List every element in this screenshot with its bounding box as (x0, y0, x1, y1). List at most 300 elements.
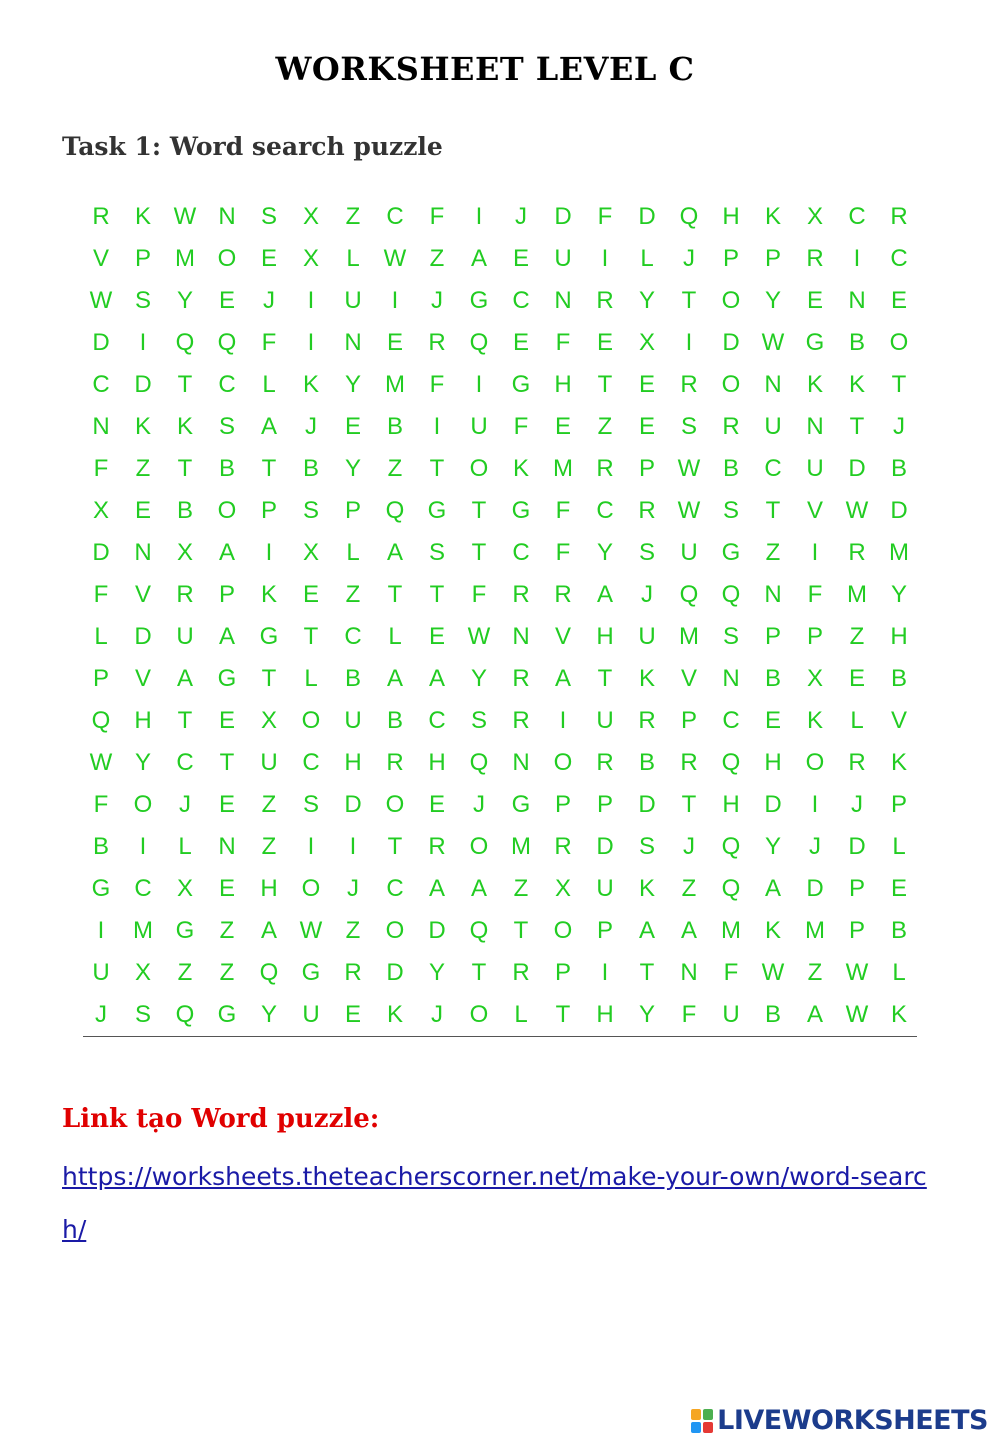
grid-letter[interactable]: C (176, 749, 194, 776)
grid-letter[interactable]: Q (469, 329, 489, 356)
grid-letter[interactable]: K (764, 203, 781, 230)
grid-letter[interactable]: D (428, 917, 446, 944)
grid-letter[interactable]: I (601, 245, 609, 272)
grid-letter[interactable]: A (806, 1001, 823, 1028)
grid-letter[interactable]: A (260, 917, 277, 944)
grid-letter[interactable]: P (344, 497, 361, 524)
grid-letter[interactable]: P (596, 791, 613, 818)
grid-letter[interactable]: K (386, 1001, 403, 1028)
grid-letter[interactable]: Z (219, 917, 235, 944)
grid-letter[interactable]: D (848, 455, 866, 482)
grid-letter[interactable]: Q (721, 833, 741, 860)
grid-letter[interactable]: M (847, 581, 867, 608)
grid-letter[interactable]: G (511, 371, 531, 398)
grid-letter[interactable]: X (302, 245, 319, 272)
grid-letter[interactable]: H (722, 203, 740, 230)
grid-letter[interactable]: F (429, 371, 445, 398)
grid-letter[interactable]: A (218, 623, 235, 650)
grid-letter[interactable]: N (92, 413, 110, 440)
grid-letter[interactable]: N (848, 287, 866, 314)
grid-letter[interactable]: Y (764, 833, 781, 860)
grid-letter[interactable]: S (218, 413, 235, 440)
grid-letter[interactable]: R (596, 287, 614, 314)
grid-letter[interactable]: Q (217, 329, 237, 356)
grid-letter[interactable]: J (431, 1001, 443, 1028)
grid-letter[interactable]: H (554, 371, 572, 398)
grid-letter[interactable]: S (680, 413, 697, 440)
grid-letter[interactable]: M (679, 623, 699, 650)
grid-letter[interactable]: R (344, 959, 362, 986)
grid-letter[interactable]: A (470, 245, 487, 272)
grid-letter[interactable]: H (722, 791, 740, 818)
grid-letter[interactable]: F (471, 581, 487, 608)
grid-letter[interactable]: E (512, 245, 529, 272)
grid-letter[interactable]: V (134, 665, 151, 692)
grid-letter[interactable]: H (890, 623, 908, 650)
grid-letter[interactable]: Y (260, 1001, 277, 1028)
grid-letter[interactable]: H (596, 623, 614, 650)
grid-letter[interactable]: B (176, 497, 193, 524)
grid-letter[interactable]: Q (679, 203, 699, 230)
grid-letter[interactable]: Q (385, 497, 405, 524)
grid-letter[interactable]: T (177, 455, 193, 482)
grid-letter[interactable]: B (638, 749, 655, 776)
grid-letter[interactable]: F (555, 329, 571, 356)
grid-letter[interactable]: Z (765, 539, 781, 566)
grid-letter[interactable]: G (721, 539, 741, 566)
grid-letter[interactable]: Y (638, 1001, 655, 1028)
grid-letter[interactable]: E (638, 413, 655, 440)
grid-letter[interactable]: W (845, 497, 869, 524)
grid-letter[interactable]: B (890, 917, 907, 944)
grid-letter[interactable]: P (806, 623, 823, 650)
grid-letter[interactable]: M (889, 539, 909, 566)
grid-letter[interactable]: G (259, 623, 279, 650)
grid-letter[interactable]: A (764, 875, 781, 902)
grid-letter[interactable]: S (260, 203, 277, 230)
grid-letter[interactable]: E (848, 665, 865, 692)
grid-letter[interactable]: R (512, 665, 530, 692)
grid-letter[interactable]: W (677, 497, 701, 524)
grid-letter[interactable]: T (219, 749, 235, 776)
grid-letter[interactable]: V (806, 497, 823, 524)
grid-letter[interactable]: U (764, 413, 782, 440)
grid-letter[interactable]: T (681, 287, 697, 314)
grid-letter[interactable]: T (261, 665, 277, 692)
grid-letter[interactable]: I (475, 371, 483, 398)
grid-letter[interactable]: E (638, 371, 655, 398)
grid-letter[interactable]: O (385, 791, 405, 818)
grid-letter[interactable]: L (346, 245, 360, 272)
grid-letter[interactable]: L (892, 959, 906, 986)
grid-letter[interactable]: A (680, 917, 697, 944)
grid-letter[interactable]: J (809, 833, 821, 860)
grid-letter[interactable]: P (890, 791, 907, 818)
grid-letter[interactable]: P (92, 665, 109, 692)
grid-letter[interactable]: Z (219, 959, 235, 986)
grid-letter[interactable]: Z (177, 959, 193, 986)
grid-letter[interactable]: L (640, 245, 654, 272)
grid-letter[interactable]: X (302, 203, 319, 230)
grid-letter[interactable]: C (386, 203, 404, 230)
grid-letter[interactable]: U (302, 1001, 320, 1028)
grid-letter[interactable]: E (302, 581, 319, 608)
grid-letter[interactable]: O (469, 833, 489, 860)
grid-letter[interactable]: Z (345, 581, 361, 608)
grid-letter[interactable]: Y (596, 539, 613, 566)
grid-letter[interactable]: W (383, 245, 407, 272)
grid-letter[interactable]: S (302, 791, 319, 818)
grid-letter[interactable]: D (890, 497, 908, 524)
grid-letter[interactable]: X (806, 665, 823, 692)
grid-letter[interactable]: L (514, 1001, 528, 1028)
grid-letter[interactable]: X (176, 539, 193, 566)
grid-letter[interactable]: I (685, 329, 693, 356)
grid-letter[interactable]: G (511, 497, 531, 524)
grid-letter[interactable]: C (302, 749, 320, 776)
grid-letter[interactable]: X (176, 875, 193, 902)
grid-letter[interactable]: W (467, 623, 491, 650)
grid-letter[interactable]: D (638, 203, 656, 230)
grid-letter[interactable]: O (469, 455, 489, 482)
grid-letter[interactable]: F (555, 539, 571, 566)
grid-letter[interactable]: Q (721, 749, 741, 776)
grid-letter[interactable]: R (638, 707, 656, 734)
grid-letter[interactable]: T (513, 917, 529, 944)
grid-letter[interactable]: J (641, 581, 653, 608)
grid-letter[interactable]: Q (175, 329, 195, 356)
grid-letter[interactable]: W (89, 749, 113, 776)
grid-letter[interactable]: Z (345, 203, 361, 230)
grid-letter[interactable]: R (848, 749, 866, 776)
grid-letter[interactable]: D (722, 329, 740, 356)
grid-letter[interactable]: U (260, 749, 278, 776)
grid-letter[interactable]: I (349, 833, 357, 860)
grid-letter[interactable]: E (218, 707, 235, 734)
grid-letter[interactable]: N (512, 749, 530, 776)
grid-letter[interactable]: D (848, 833, 866, 860)
grid-letter[interactable]: P (680, 707, 697, 734)
grid-letter[interactable]: I (559, 707, 567, 734)
grid-letter[interactable]: E (134, 497, 151, 524)
grid-letter[interactable]: S (470, 707, 487, 734)
grid-letter[interactable]: D (596, 833, 614, 860)
grid-letter[interactable]: R (596, 749, 614, 776)
grid-letter[interactable]: D (134, 623, 152, 650)
grid-letter[interactable]: K (638, 665, 655, 692)
grid-letter[interactable]: U (92, 959, 110, 986)
grid-letter[interactable]: D (806, 875, 824, 902)
grid-letter[interactable]: P (638, 455, 655, 482)
grid-letter[interactable]: U (596, 707, 614, 734)
grid-letter[interactable]: W (89, 287, 113, 314)
grid-letter[interactable]: K (134, 203, 151, 230)
grid-letter[interactable]: F (513, 413, 529, 440)
grid-letter[interactable]: E (890, 875, 907, 902)
grid-letter[interactable]: A (386, 539, 403, 566)
grid-letter[interactable]: Y (344, 371, 361, 398)
grid-letter[interactable]: Z (345, 917, 361, 944)
grid-letter[interactable]: E (512, 329, 529, 356)
grid-letter[interactable]: T (429, 581, 445, 608)
grid-letter[interactable]: X (92, 497, 109, 524)
grid-letter[interactable]: J (473, 791, 485, 818)
grid-letter[interactable]: G (217, 1001, 237, 1028)
grid-letter[interactable]: E (890, 287, 907, 314)
grid-letter[interactable]: L (850, 707, 864, 734)
grid-letter[interactable]: I (811, 539, 819, 566)
grid-letter[interactable]: K (806, 371, 823, 398)
grid-letter[interactable]: K (764, 917, 781, 944)
grid-letter[interactable]: L (262, 371, 276, 398)
grid-letter[interactable]: B (722, 455, 739, 482)
grid-letter[interactable]: E (218, 875, 235, 902)
grid-letter[interactable]: T (387, 833, 403, 860)
grid-letter[interactable]: B (764, 1001, 781, 1028)
grid-letter[interactable]: T (639, 959, 655, 986)
grid-letter[interactable]: U (722, 1001, 740, 1028)
grid-letter[interactable]: F (261, 329, 277, 356)
grid-letter[interactable]: S (722, 623, 739, 650)
grid-letter[interactable]: K (890, 1001, 907, 1028)
grid-letter[interactable]: I (811, 791, 819, 818)
grid-letter[interactable]: I (97, 917, 105, 944)
grid-letter[interactable]: P (848, 917, 865, 944)
grid-letter[interactable]: T (765, 497, 781, 524)
grid-letter[interactable]: T (177, 371, 193, 398)
grid-letter[interactable]: W (845, 1001, 869, 1028)
grid-letter[interactable]: R (890, 203, 908, 230)
grid-letter[interactable]: E (596, 329, 613, 356)
grid-letter[interactable]: C (848, 203, 866, 230)
grid-letter[interactable]: J (305, 413, 317, 440)
grid-letter[interactable]: A (596, 581, 613, 608)
grid-letter[interactable]: P (134, 245, 151, 272)
grid-letter[interactable]: C (344, 623, 362, 650)
grid-letter[interactable]: B (218, 455, 235, 482)
grid-letter[interactable]: R (428, 833, 446, 860)
grid-letter[interactable]: M (175, 245, 195, 272)
grid-letter[interactable]: K (890, 749, 907, 776)
grid-letter[interactable]: A (260, 413, 277, 440)
grid-letter[interactable]: R (596, 455, 614, 482)
brand-footer[interactable] (691, 1405, 988, 1436)
grid-letter[interactable]: Q (721, 581, 741, 608)
grid-letter[interactable]: K (260, 581, 277, 608)
grid-letter[interactable]: K (134, 413, 151, 440)
grid-letter[interactable]: E (806, 287, 823, 314)
grid-letter[interactable]: G (511, 791, 531, 818)
grid-letter[interactable]: G (469, 287, 489, 314)
grid-letter[interactable]: X (260, 707, 277, 734)
grid-letter[interactable]: D (92, 329, 110, 356)
grid-letter[interactable]: S (638, 539, 655, 566)
grid-letter[interactable]: P (596, 917, 613, 944)
grid-letter[interactable]: A (428, 875, 445, 902)
grid-letter[interactable]: X (638, 329, 655, 356)
grid-letter[interactable]: B (890, 455, 907, 482)
grid-letter[interactable]: G (427, 497, 447, 524)
grid-letter[interactable]: C (512, 539, 530, 566)
grid-letter[interactable]: C (764, 455, 782, 482)
grid-letter[interactable]: R (512, 581, 530, 608)
grid-letter[interactable]: Q (469, 749, 489, 776)
grid-letter[interactable]: O (301, 707, 321, 734)
grid-letter[interactable]: I (433, 413, 441, 440)
grid-letter[interactable]: Y (344, 455, 361, 482)
grid-letter[interactable]: I (265, 539, 273, 566)
grid-letter[interactable]: T (177, 707, 193, 734)
grid-letter[interactable]: Y (176, 287, 193, 314)
grid-letter[interactable]: T (891, 371, 907, 398)
grid-letter[interactable]: Z (597, 413, 613, 440)
grid-letter[interactable]: J (893, 413, 905, 440)
grid-letter[interactable]: G (91, 875, 111, 902)
grid-letter[interactable]: K (302, 371, 319, 398)
grid-letter[interactable]: P (764, 245, 781, 272)
grid-letter[interactable]: E (218, 791, 235, 818)
grid-letter[interactable]: S (302, 497, 319, 524)
grid-letter[interactable]: E (554, 413, 571, 440)
grid-letter[interactable]: K (638, 875, 655, 902)
grid-letter[interactable]: A (386, 665, 403, 692)
grid-letter[interactable]: N (764, 371, 782, 398)
grid-letter[interactable]: N (512, 623, 530, 650)
grid-letter[interactable]: M (721, 917, 741, 944)
grid-letter[interactable]: L (892, 833, 906, 860)
grid-letter[interactable]: X (806, 203, 823, 230)
grid-letter[interactable]: Q (679, 581, 699, 608)
grid-letter[interactable]: Y (764, 287, 781, 314)
grid-letter[interactable]: J (95, 1001, 107, 1028)
grid-letter[interactable]: T (261, 455, 277, 482)
grid-letter[interactable]: P (554, 959, 571, 986)
grid-letter[interactable]: R (680, 749, 698, 776)
grid-letter[interactable]: Z (261, 791, 277, 818)
grid-letter[interactable]: H (260, 875, 278, 902)
grid-letter[interactable]: A (554, 665, 571, 692)
grid-letter[interactable]: B (890, 665, 907, 692)
grid-letter[interactable]: Y (470, 665, 487, 692)
grid-letter[interactable]: R (806, 245, 824, 272)
grid-letter[interactable]: E (386, 329, 403, 356)
grid-letter[interactable]: L (388, 623, 402, 650)
grid-letter[interactable]: T (597, 371, 613, 398)
grid-letter[interactable]: Q (91, 707, 111, 734)
grid-letter[interactable]: T (471, 539, 487, 566)
puzzle-maker-link[interactable]: https://worksheets.theteacherscorner.net/make-your-own/word-search/ (62, 1162, 927, 1244)
grid-letter[interactable]: E (764, 707, 781, 734)
grid-letter[interactable]: T (387, 581, 403, 608)
grid-letter[interactable]: W (845, 959, 869, 986)
grid-letter[interactable]: E (344, 1001, 361, 1028)
grid-letter[interactable]: H (134, 707, 152, 734)
grid-letter[interactable]: J (347, 875, 359, 902)
grid-letter[interactable]: O (301, 875, 321, 902)
grid-letter[interactable]: Z (261, 833, 277, 860)
grid-letter[interactable]: D (554, 203, 572, 230)
grid-letter[interactable]: J (431, 287, 443, 314)
grid-letter[interactable]: N (218, 203, 236, 230)
grid-letter[interactable]: G (301, 959, 321, 986)
grid-letter[interactable]: Q (721, 875, 741, 902)
grid-letter[interactable]: D (134, 371, 152, 398)
grid-letter[interactable]: B (848, 329, 865, 356)
grid-letter[interactable]: E (344, 413, 361, 440)
grid-letter[interactable]: O (721, 371, 741, 398)
grid-letter[interactable]: T (597, 665, 613, 692)
grid-letter[interactable]: B (386, 413, 403, 440)
grid-letter[interactable]: F (93, 581, 109, 608)
grid-letter[interactable]: N (764, 581, 782, 608)
grid-letter[interactable]: O (217, 497, 237, 524)
grid-letter[interactable]: K (176, 413, 193, 440)
grid-letter[interactable]: G (805, 329, 825, 356)
grid-letter[interactable]: E (260, 245, 277, 272)
grid-letter[interactable]: R (176, 581, 194, 608)
grid-letter[interactable]: U (680, 539, 698, 566)
grid-letter[interactable]: Z (429, 245, 445, 272)
grid-letter[interactable]: R (512, 959, 530, 986)
grid-letter[interactable]: I (307, 833, 315, 860)
grid-letter[interactable]: B (92, 833, 109, 860)
grid-letter[interactable]: M (553, 455, 573, 482)
grid-letter[interactable]: F (597, 203, 613, 230)
grid-letter[interactable]: C (512, 287, 530, 314)
grid-letter[interactable]: V (92, 245, 109, 272)
grid-letter[interactable]: Z (807, 959, 823, 986)
grid-letter[interactable]: P (218, 581, 235, 608)
grid-letter[interactable]: I (601, 959, 609, 986)
grid-letter[interactable]: B (302, 455, 319, 482)
grid-letter[interactable]: R (512, 707, 530, 734)
grid-letter[interactable]: P (554, 791, 571, 818)
grid-letter[interactable]: U (596, 875, 614, 902)
grid-letter[interactable]: U (176, 623, 194, 650)
grid-letter[interactable]: D (764, 791, 782, 818)
grid-letter[interactable]: O (805, 749, 825, 776)
grid-letter[interactable]: D (638, 791, 656, 818)
grid-letter[interactable]: P (848, 875, 865, 902)
grid-letter[interactable]: C (386, 875, 404, 902)
grid-letter[interactable]: Q (259, 959, 279, 986)
grid-letter[interactable]: N (218, 833, 236, 860)
grid-letter[interactable]: C (428, 707, 446, 734)
grid-letter[interactable]: R (386, 749, 404, 776)
grid-letter[interactable]: A (638, 917, 655, 944)
grid-letter[interactable]: O (889, 329, 909, 356)
grid-letter[interactable]: W (677, 455, 701, 482)
grid-letter[interactable]: F (93, 791, 109, 818)
grid-letter[interactable]: Q (469, 917, 489, 944)
grid-letter[interactable]: F (429, 203, 445, 230)
grid-letter[interactable]: Y (638, 287, 655, 314)
grid-letter[interactable]: S (134, 1001, 151, 1028)
grid-letter[interactable]: J (263, 287, 275, 314)
grid-letter[interactable]: I (307, 329, 315, 356)
grid-letter[interactable]: Y (134, 749, 151, 776)
grid-letter[interactable]: A (176, 665, 193, 692)
grid-letter[interactable]: A (470, 875, 487, 902)
grid-letter[interactable]: L (94, 623, 108, 650)
grid-letter[interactable]: J (683, 245, 695, 272)
grid-letter[interactable]: R (680, 371, 698, 398)
grid-letter[interactable]: A (218, 539, 235, 566)
grid-letter[interactable]: K (848, 371, 865, 398)
grid-letter[interactable]: M (385, 371, 405, 398)
grid-letter[interactable]: B (764, 665, 781, 692)
grid-letter[interactable]: L (304, 665, 318, 692)
